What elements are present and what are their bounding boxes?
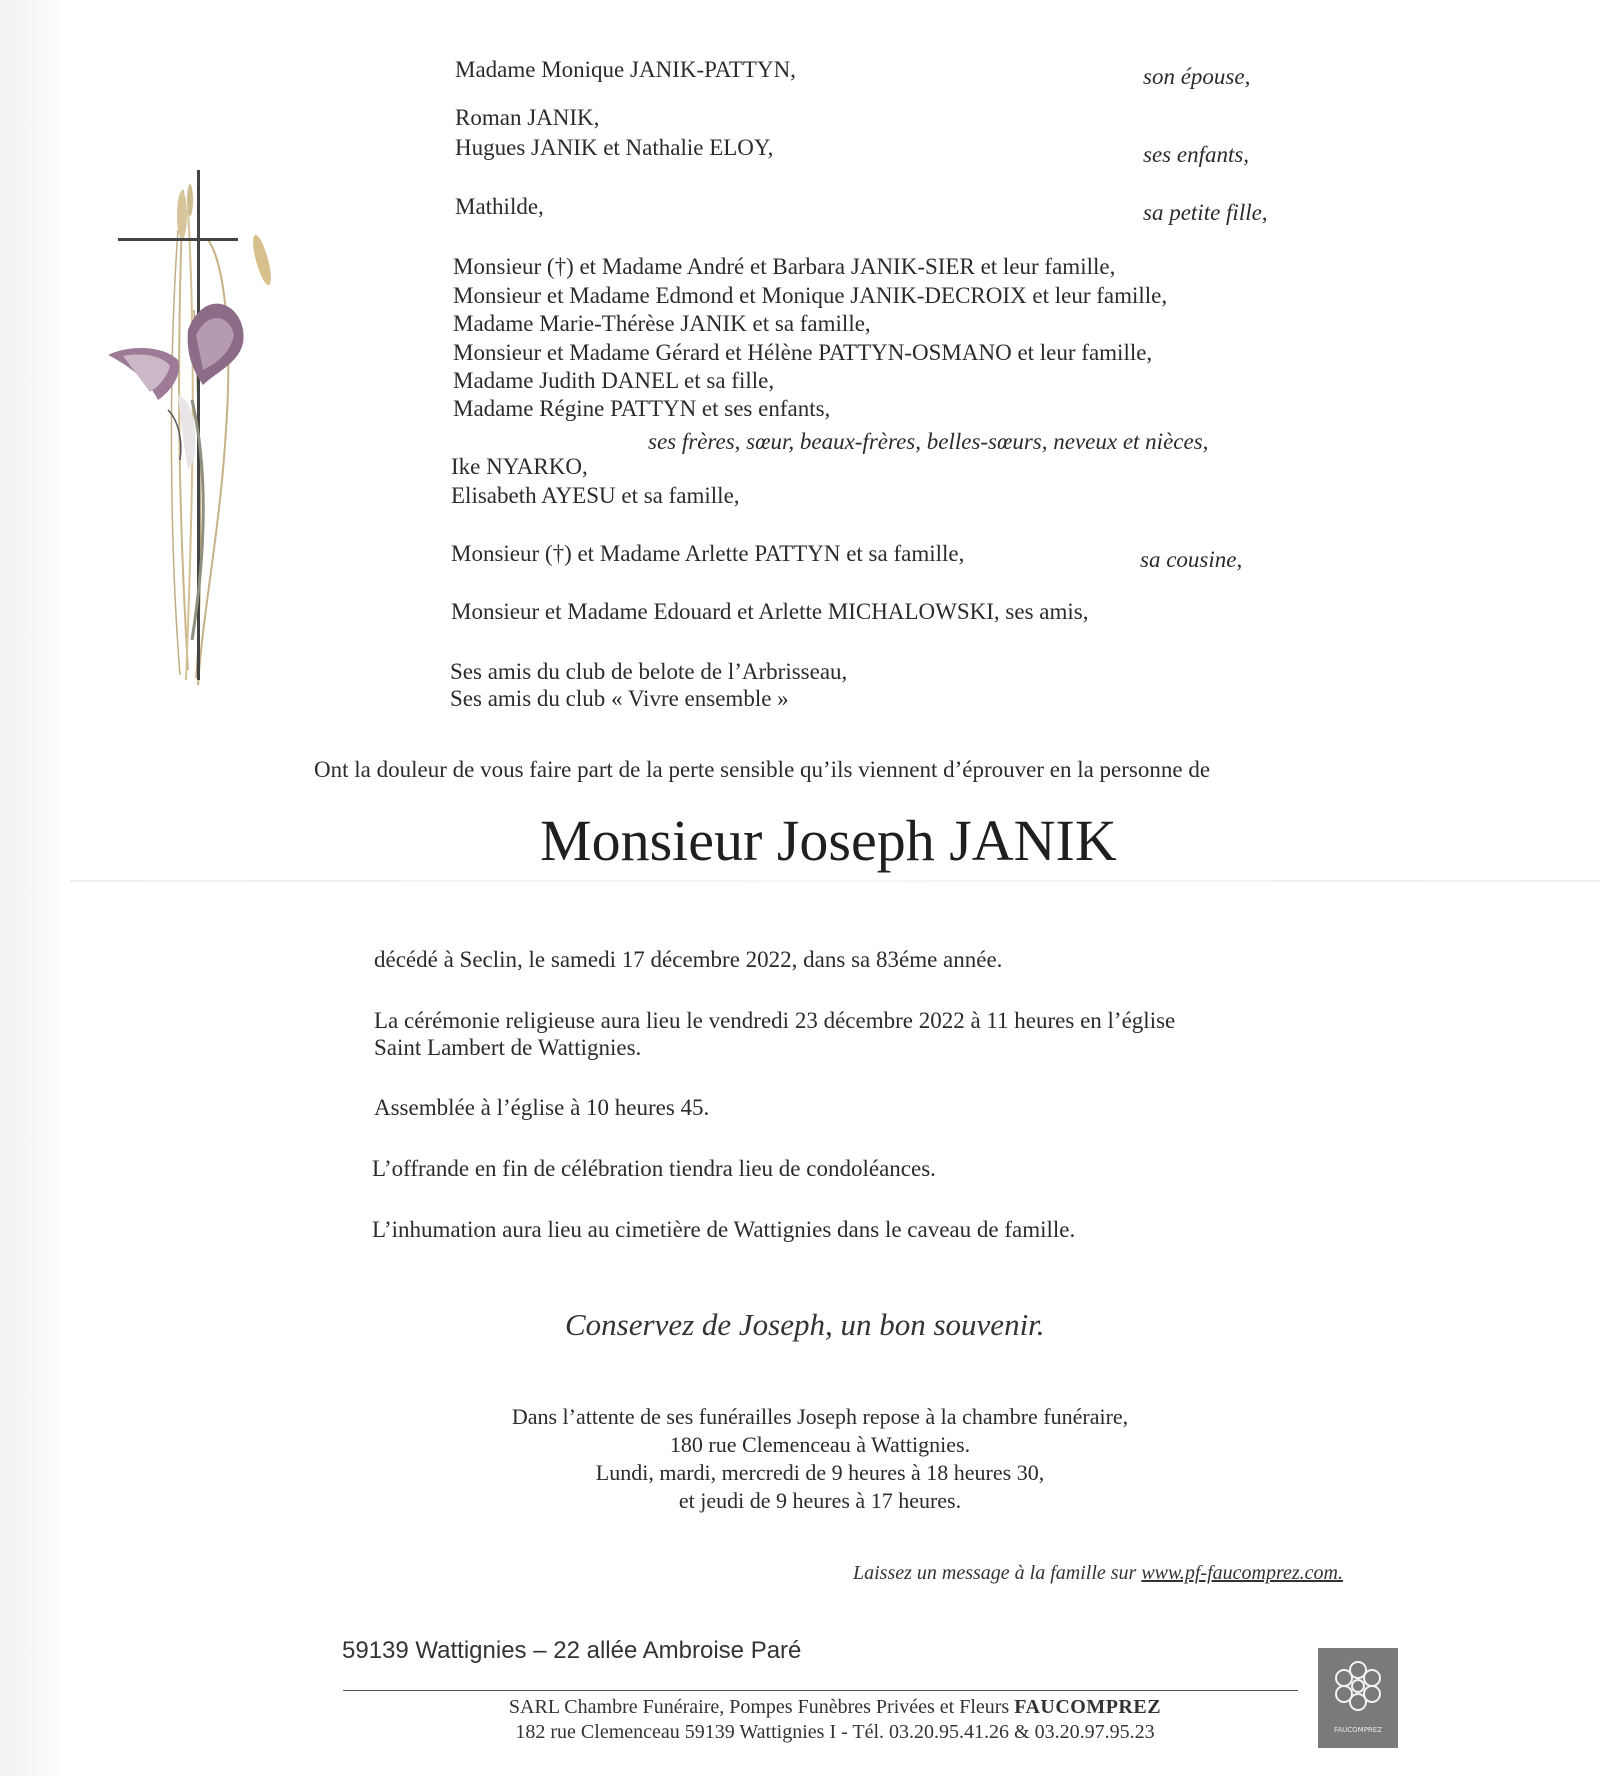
sibling-line: Monsieur et Madame Edmond et Monique JANIK-DECROIX et leur famille, xyxy=(453,283,1168,308)
child-line: Hugues JANIK et Nathalie ELOY, xyxy=(455,135,774,160)
announcement: Ont la douleur de vous faire part de la perte sensible qu’ils viennent d’éprouver en la personne de xyxy=(314,757,1211,782)
assembly-line: Assemblée à l’église à 10 heures 45. xyxy=(374,1095,710,1120)
website-prefix: Laissez un message à la famille sur xyxy=(853,1562,1142,1584)
sibling-line: Monsieur et Madame Gérard et Hélène PATTYN-OSMANO et leur famille, xyxy=(453,340,1153,365)
company-brand: FAUCOMPREZ xyxy=(1014,1696,1162,1718)
other-line: Elisabeth AYESU et sa famille, xyxy=(451,483,740,508)
spouse-role: son épouse, xyxy=(1143,64,1251,89)
cross-lily-decoration-icon xyxy=(108,170,288,690)
sibling-line: Madame Judith DANEL et sa fille, xyxy=(453,368,775,393)
grandchild-name: Mathilde, xyxy=(455,194,544,219)
logo-caption: FAUCOMPREZ xyxy=(1333,1726,1383,1734)
children-role: ses enfants, xyxy=(1143,142,1250,167)
cousin-role: sa cousine, xyxy=(1140,547,1243,572)
website-note xyxy=(853,1562,1343,1585)
visitation-line: Lundi, mardi, mercredi de 9 heures à 18 heures 30, xyxy=(595,1460,1045,1485)
deceased-name: Monsieur Joseph JANIK xyxy=(540,808,1117,873)
motto: Conservez de Joseph, un bon souvenir. xyxy=(565,1307,1045,1342)
club-line: Ses amis du club « Vivre ensemble » xyxy=(450,686,789,711)
friends-line: Monsieur et Madame Edouard et Arlette MICHALOWSKI, ses amis, xyxy=(451,599,1089,624)
company-prefix: SARL Chambre Funéraire, Pompes Funèbres Privées et Fleurs xyxy=(508,1696,1015,1718)
sibling-line: Madame Marie-Thérèse JANIK et sa famille, xyxy=(453,311,871,336)
other-line: Ike NYARKO, xyxy=(451,454,588,479)
sibling-line: Monsieur (†) et Madame André et Barbara JANIK-SIER et leur famille, xyxy=(453,254,1116,279)
company-line xyxy=(460,1694,1210,1720)
grandchild-role: sa petite fille, xyxy=(1143,200,1268,225)
ceremony-line: La cérémonie religieuse aura lieu le vendredi 23 décembre 2022 à 11 heures en l’église xyxy=(374,1008,1176,1033)
scan-shadow xyxy=(0,0,70,1776)
burial-line: L’inhumation aura lieu au cimetière de Wattignies dans le caveau de famille. xyxy=(372,1217,1076,1242)
divider xyxy=(343,1690,1298,1691)
visitation-line: et jeudi de 9 heures à 17 heures. xyxy=(678,1488,962,1513)
cousin-name: Monsieur (†) et Madame Arlette PATTYN et sa famille, xyxy=(451,541,965,566)
address: 59139 Wattignies – 22 allée Ambroise Paré xyxy=(342,1637,802,1664)
company-contact: 182 rue Clemenceau 59139 Wattignies I - Tél. 03.20.95.41.26 & 03.20.97.95.23 xyxy=(515,1721,1155,1743)
sibling-line: Madame Régine PATTYN et ses enfants, xyxy=(453,396,831,421)
death-line: décédé à Seclin, le samedi 17 décembre 2022, dans sa 83éme année. xyxy=(374,947,1003,972)
club-line: Ses amis du club de belote de l’Arbrisseau, xyxy=(450,659,848,684)
siblings-role: ses frères, sœur, beaux-frères, belles-sœurs, neveux et nièces, xyxy=(648,429,1209,454)
fold-line xyxy=(70,880,1600,882)
website-link[interactable]: www.pf-faucomprez.com. xyxy=(1141,1562,1343,1584)
ceremony-line: Saint Lambert de Wattignies. xyxy=(374,1035,642,1060)
visitation-line: Dans l’attente de ses funérailles Joseph repose à la chambre funéraire, xyxy=(511,1404,1129,1429)
child-line: Roman JANIK, xyxy=(455,105,600,130)
faucomprez-logo xyxy=(1318,1648,1398,1748)
spouse-name: Madame Monique JANIK-PATTYN, xyxy=(455,57,796,82)
visitation-line: 180 rue Clemenceau à Wattignies. xyxy=(669,1432,971,1457)
rosette-icon xyxy=(1318,1648,1398,1723)
offering-line: L’offrande en fin de célébration tiendra lieu de condoléances. xyxy=(372,1156,936,1181)
